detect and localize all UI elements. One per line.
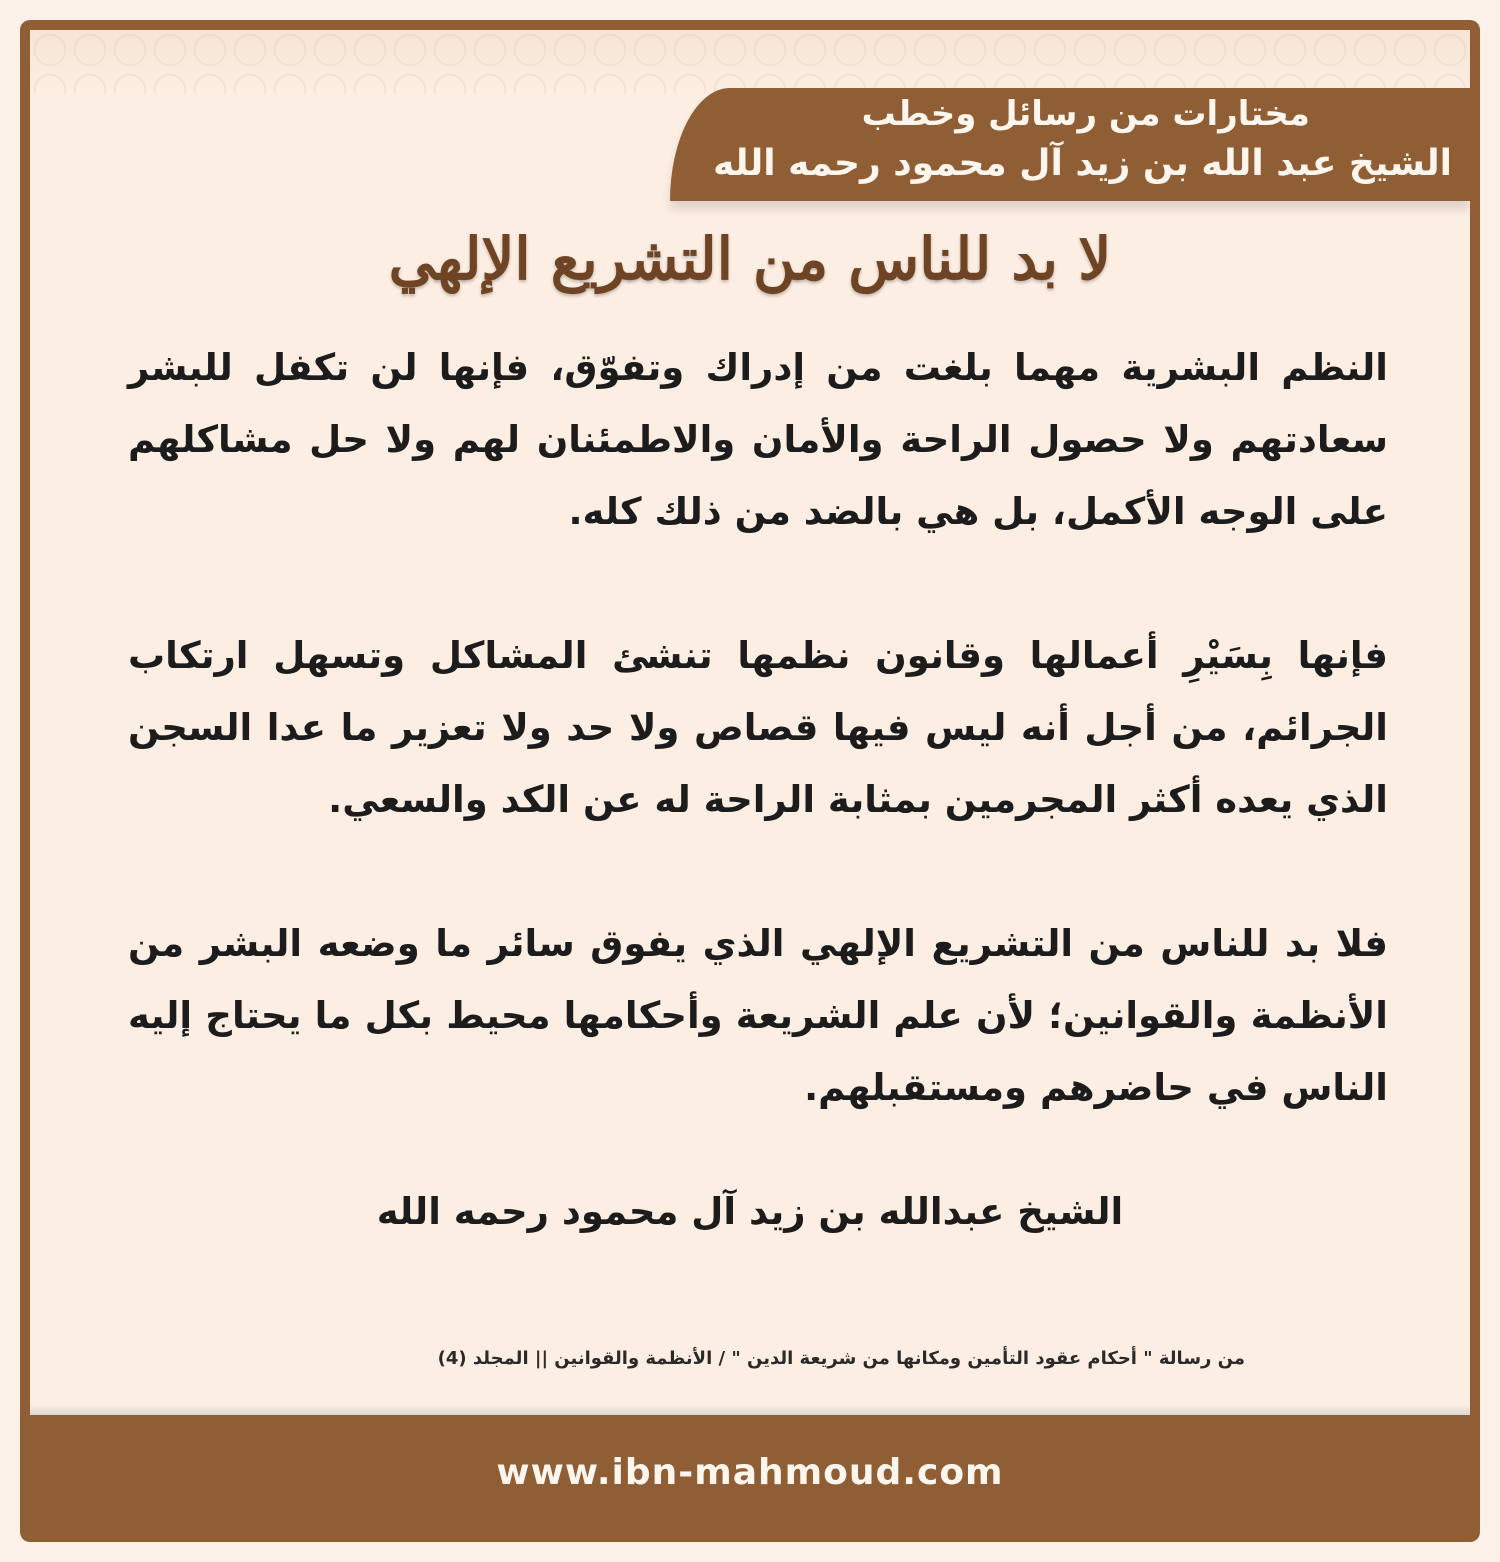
page-title: لا بد للناس من التشريع الإلهي — [388, 225, 1112, 293]
source-citation: من رسالة " أحكام عقود التأمين ومكانها من شريعة الدين " / الأنظمة والقوانين || المجلد (4) — [437, 1348, 1245, 1369]
divider-shadow — [30, 1405, 1470, 1415]
page-frame — [20, 20, 1480, 1542]
article-body — [128, 332, 1388, 1196]
paragraph-2: فإنها بِسَيْرِ أعمالها وقانون نظمها تنشئ المشاكل وتسهل ارتكاب الجرائم، من أجل أنه ليس فيها قصاص ولا حد ولا تعزير ما عدا السجن الذي يعده أكثر المجرمين بمثابة الراحة له عن الكد والسعي. — [128, 634, 1388, 821]
header-banner — [670, 88, 1470, 201]
website-link[interactable]: www.ibn-mahmoud.com — [496, 1452, 1004, 1493]
decorative-pattern — [30, 30, 1470, 94]
content-card — [30, 30, 1470, 1415]
header-author-name: الشيخ عبد الله بن زيد آل محمود رحمه الله — [713, 143, 1452, 184]
paragraph-1: النظم البشرية مهما بلغت من إدراك وتفوّق، فإنها لن تكفل للبشر سعادتهم ولا حصول الراحة والأمان والاطمئنان لهم ولا حل مشاكلهم على الوجه الأكمل، بل هي بالضد من ذلك كله. — [128, 346, 1388, 533]
header-series-title: مختارات من رسائل وخطب — [861, 94, 1310, 134]
paragraph-3: فلا بد للناس من التشريع الإلهي الذي يفوق سائر ما وضعه البشر من الأنظمة والقوانين؛ لأن علم الشريعة وأحكامها محيط بكل ما يحتاج إليه الناس في حاضرهم ومستقبلهم. — [128, 922, 1388, 1109]
author-signature: الشيخ عبدالله بن زيد آل محمود رحمه الله — [376, 1190, 1124, 1233]
